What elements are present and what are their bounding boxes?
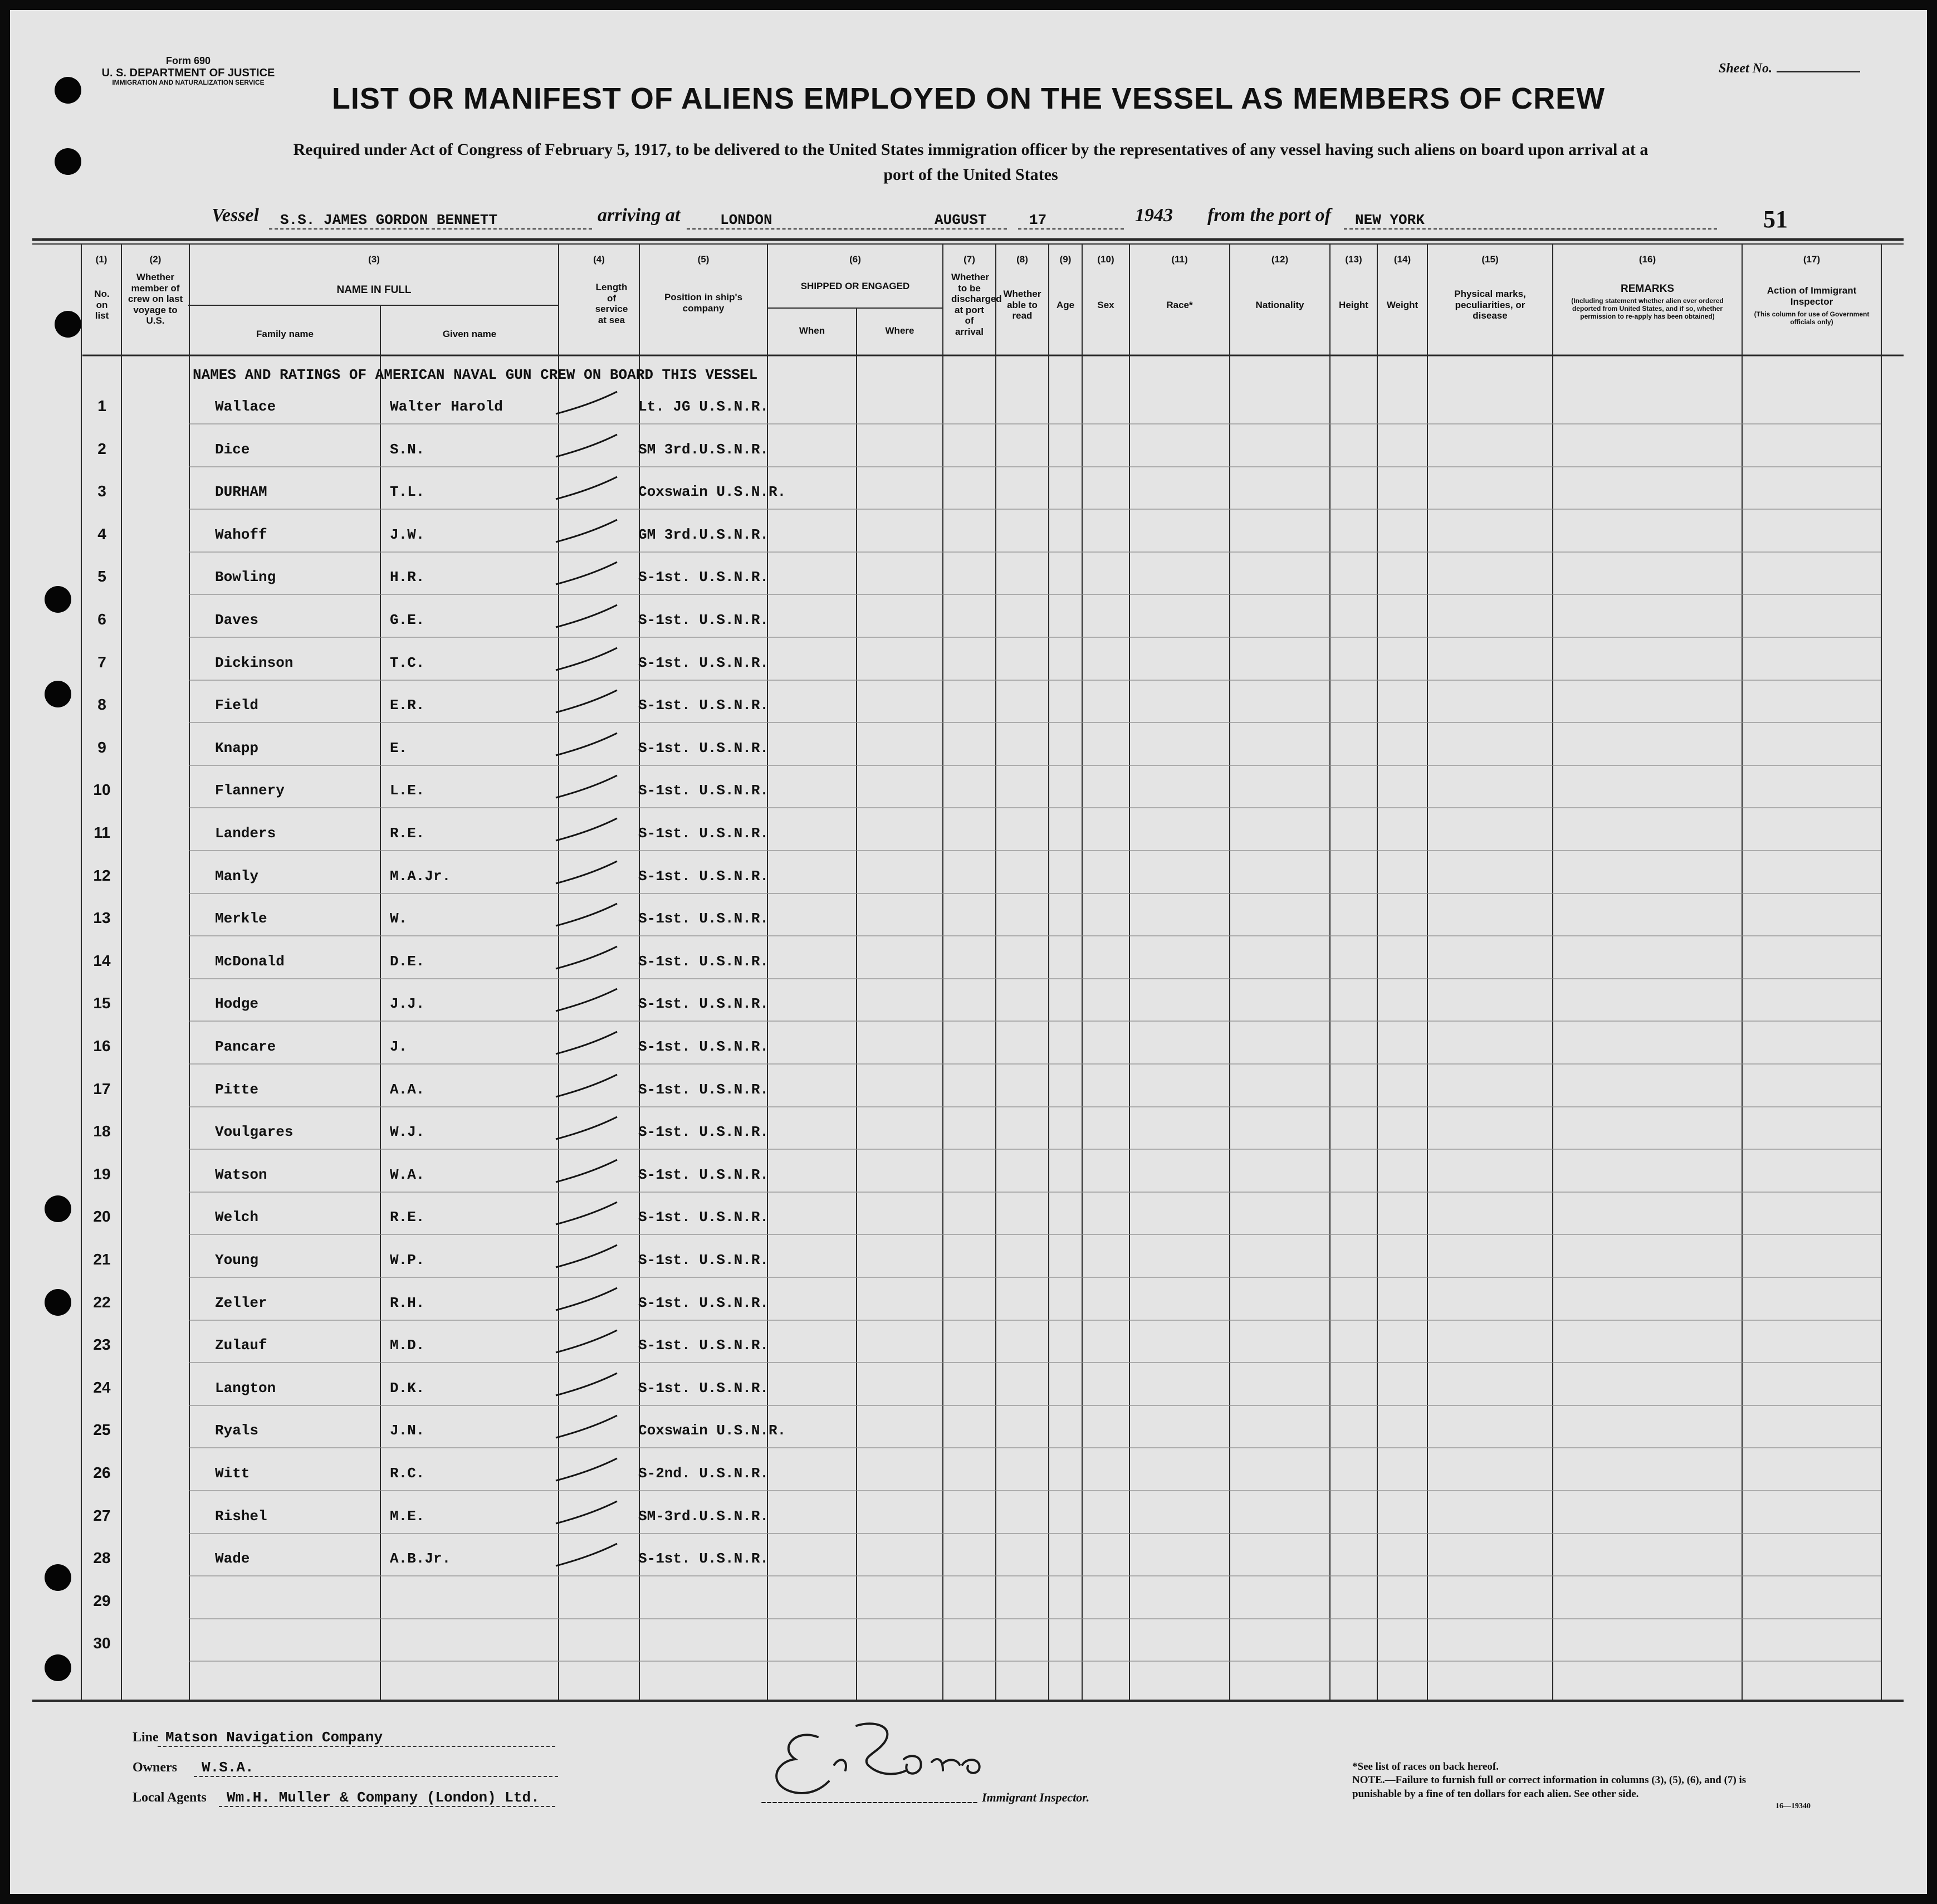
- col-num-8: (8): [1016, 254, 1028, 265]
- tick-mark: [556, 1075, 617, 1097]
- row-number: 13: [93, 909, 111, 926]
- row-number: 28: [93, 1549, 111, 1566]
- col-num-11: (11): [1171, 254, 1188, 265]
- col-head-height: Height: [1339, 300, 1368, 310]
- col-head-inspector-action: Action of Immigrant Inspector: [1767, 285, 1857, 307]
- position-in-company: S-1st. U.S.N.R.: [638, 825, 769, 842]
- given-name: R.H.: [390, 1295, 425, 1311]
- given-name: T.C.: [390, 655, 425, 671]
- given-name: J.: [390, 1038, 408, 1055]
- col-num-2: (2): [149, 254, 162, 265]
- tick-mark: [556, 562, 617, 584]
- tick-mark: [556, 775, 617, 798]
- given-name: J.J.: [390, 995, 425, 1012]
- tick-mark: [556, 1544, 617, 1566]
- tick-mark: [556, 690, 617, 712]
- position-in-company: SM-3rd.U.S.N.R.: [638, 1508, 769, 1525]
- position-in-company: S-1st. U.S.N.R.: [638, 569, 769, 585]
- position-in-company: S-1st. U.S.N.R.: [638, 655, 769, 671]
- col-num-4: (4): [593, 254, 605, 265]
- given-name: W.J.: [390, 1124, 425, 1140]
- position-in-company: SM 3rd.U.S.N.R.: [638, 441, 769, 458]
- row-number: 8: [97, 696, 106, 713]
- family-name: Dickinson: [215, 655, 294, 671]
- manifest-page: [10, 10, 1927, 1894]
- arriving-label: arriving at: [598, 205, 681, 226]
- tick-mark: [556, 1415, 617, 1438]
- position-in-company: S-1st. U.S.N.R.: [638, 612, 769, 628]
- family-name: Knapp: [215, 740, 259, 756]
- family-name: Langton: [215, 1380, 276, 1397]
- tick-mark: [556, 1160, 617, 1182]
- family-name: Bowling: [215, 569, 276, 585]
- col-head-weight: Weight: [1386, 300, 1418, 310]
- col-head-when: When: [799, 325, 825, 336]
- col-head-length-of-service: Length of service at sea: [595, 282, 628, 325]
- tick-mark: [556, 1032, 617, 1054]
- col-head-nationality: Nationality: [1255, 300, 1304, 310]
- tick-mark: [556, 1245, 617, 1267]
- row-number: 5: [97, 568, 106, 585]
- given-name: M.E.: [390, 1508, 425, 1525]
- family-name: Hodge: [215, 995, 259, 1012]
- family-name: Wade: [215, 1550, 250, 1567]
- family-name: McDonald: [215, 953, 285, 970]
- row-number: 11: [94, 824, 110, 841]
- date-year: 1943: [1135, 205, 1173, 226]
- col-head-position: Position in ship's company: [664, 292, 743, 314]
- position-in-company: S-2nd. U.S.N.R.: [638, 1465, 769, 1482]
- tick-mark: [556, 520, 617, 542]
- row-number: 1: [97, 397, 106, 414]
- tick-mark: [556, 1202, 617, 1224]
- col-num-7: (7): [963, 254, 975, 265]
- row-number: 6: [97, 611, 106, 628]
- col-num-1: (1): [95, 254, 107, 265]
- family-name: Zeller: [215, 1295, 267, 1311]
- family-name: Ryals: [215, 1422, 259, 1439]
- inspector-label: Immigrant Inspector.: [982, 1790, 1090, 1804]
- row-number: 29: [93, 1592, 111, 1609]
- position-in-company: S-1st. U.S.N.R.: [638, 1252, 769, 1268]
- given-name: W.A.: [390, 1166, 425, 1183]
- family-name: Daves: [215, 612, 259, 628]
- family-name: Voulgares: [215, 1124, 294, 1140]
- agents-value: Wm.H. Muller & Company (London) Ltd.: [219, 1789, 555, 1807]
- given-name: L.E.: [390, 782, 425, 799]
- position-in-company: S-1st. U.S.N.R.: [638, 782, 769, 799]
- row-number: 24: [93, 1379, 111, 1396]
- col-head-remarks-note: (Including statement whether alien ever ordered deported from United States, and if so, whether permission to re-apply has been obtained): [1571, 297, 1724, 320]
- col-head-race: Race*: [1166, 300, 1193, 310]
- row-number: 2: [97, 440, 106, 457]
- col-num-17: (17): [1803, 254, 1821, 265]
- family-name: Flannery: [215, 782, 285, 799]
- given-name: A.A.: [390, 1081, 425, 1098]
- date-day: 17: [1018, 212, 1124, 230]
- given-name: R.C.: [390, 1465, 425, 1482]
- given-name: M.A.Jr.: [390, 868, 451, 885]
- family-name: Merkle: [215, 910, 267, 927]
- sheet-label: Sheet No.: [1719, 61, 1772, 76]
- tick-mark: [556, 1458, 617, 1481]
- given-name: J.W.: [390, 526, 425, 543]
- sheet-number-value: 51: [1763, 206, 1788, 233]
- vessel-label: Vessel: [212, 205, 259, 226]
- given-name: J.N.: [390, 1422, 425, 1439]
- family-name: Dice: [215, 441, 250, 458]
- from-label: from the port of: [1207, 205, 1331, 226]
- vessel-name: S.S. JAMES GORDON BENNETT: [269, 212, 592, 230]
- tick-mark: [556, 477, 617, 499]
- document-title: LIST OR MANIFEST OF ALIENS EMPLOYED ON THE VESSEL AS MEMBERS OF CREW: [331, 82, 1606, 115]
- row-number: 18: [93, 1122, 111, 1140]
- tick-mark: [556, 392, 617, 414]
- given-name: S.N.: [390, 441, 425, 458]
- line-label: Line: [133, 1730, 159, 1745]
- position-in-company: GM 3rd.U.S.N.R.: [638, 526, 769, 543]
- family-name: Wahoff: [215, 526, 267, 543]
- row-number: 15: [93, 994, 111, 1012]
- given-name: E.: [390, 740, 408, 756]
- arriving-port: LONDON: [687, 212, 932, 230]
- position-in-company: S-1st. U.S.N.R.: [638, 1209, 769, 1226]
- position-in-company: S-1st. U.S.N.R.: [638, 1337, 769, 1354]
- col-num-16: (16): [1638, 254, 1656, 265]
- position-in-company: S-1st. U.S.N.R.: [638, 1380, 769, 1397]
- col-head-age: Age: [1056, 300, 1075, 310]
- col-head-name-in-full: NAME IN FULL: [336, 284, 412, 296]
- family-name: DURHAM: [215, 484, 267, 500]
- col-num-10: (10): [1097, 254, 1114, 265]
- tick-mark: [556, 1501, 617, 1524]
- given-name: A.B.Jr.: [390, 1550, 451, 1567]
- date-month: AUGUST: [918, 212, 1007, 230]
- position-in-company: S-1st. U.S.N.R.: [638, 953, 769, 970]
- tick-mark: [556, 818, 617, 841]
- position-in-company: Lt. JG U.S.N.R.: [638, 398, 769, 415]
- family-name: Young: [215, 1252, 259, 1268]
- tick-mark: [556, 1373, 617, 1395]
- form-code: 16—19340: [1775, 1802, 1811, 1810]
- row-number: 26: [93, 1464, 111, 1481]
- position-in-company: S-1st. U.S.N.R.: [638, 868, 769, 885]
- tick-mark: [556, 989, 617, 1011]
- col-num-15: (15): [1481, 254, 1499, 265]
- given-name: E.R.: [390, 697, 425, 714]
- department-name: U. S. DEPARTMENT OF JUSTICE: [101, 66, 275, 79]
- family-name: Welch: [215, 1209, 259, 1226]
- line-value: Matson Navigation Company: [158, 1729, 555, 1747]
- row-number: 30: [93, 1634, 111, 1652]
- position-in-company: S-1st. U.S.N.R.: [638, 697, 769, 714]
- row-number: 7: [97, 653, 106, 671]
- tick-mark: [556, 946, 617, 969]
- col-num-13: (13): [1345, 254, 1362, 265]
- family-name: Field: [215, 697, 259, 714]
- given-name: G.E.: [390, 612, 425, 628]
- family-name: Wallace: [215, 398, 276, 415]
- given-name: R.E.: [390, 1209, 425, 1226]
- col-head-shipped-or-engaged: SHIPPED OR ENGAGED: [800, 281, 910, 291]
- row-number: 27: [93, 1507, 111, 1524]
- row-number: 20: [93, 1208, 111, 1225]
- tick-mark: [556, 1117, 617, 1139]
- position-in-company: S-1st. U.S.N.R.: [638, 740, 769, 756]
- position-in-company: Coxswain U.S.N.R.: [638, 484, 786, 500]
- col-head-able-to-read: Whether able to read: [1003, 289, 1041, 321]
- tick-mark: [556, 434, 617, 457]
- family-name: Landers: [215, 825, 276, 842]
- family-name: Zulauf: [215, 1337, 267, 1354]
- col-head-member-last-voyage: Whether member of crew on last voyage to U.S.: [128, 272, 183, 326]
- form-number: Form 690: [165, 55, 211, 66]
- position-in-company: S-1st. U.S.N.R.: [638, 1295, 769, 1311]
- col-head-inspector-note: (This column for use of Government officials only): [1754, 310, 1870, 326]
- family-name: Watson: [215, 1166, 267, 1183]
- tick-mark: [556, 733, 617, 755]
- col-num-14: (14): [1393, 254, 1411, 265]
- row-number: 22: [93, 1293, 111, 1311]
- family-name: Pitte: [215, 1081, 259, 1098]
- races-note: *See list of races on back hereof.: [1352, 1761, 1499, 1773]
- col-num-5: (5): [697, 254, 710, 265]
- given-name: Walter Harold: [390, 398, 503, 415]
- row-number: 14: [93, 952, 111, 969]
- col-num-3: (3): [368, 254, 380, 265]
- position-in-company: S-1st. U.S.N.R.: [638, 995, 769, 1012]
- subtitle-line-2: port of the United States: [883, 165, 1058, 184]
- col-num-9: (9): [1059, 254, 1072, 265]
- section-heading: NAMES AND RATINGS OF AMERICAN NAVAL GUN CREW ON BOARD THIS VESSEL: [193, 367, 758, 383]
- row-number: 21: [93, 1251, 111, 1268]
- family-name: Rishel: [215, 1508, 267, 1525]
- given-name: D.K.: [390, 1380, 425, 1397]
- position-in-company: S-1st. U.S.N.R.: [638, 1038, 769, 1055]
- col-head-given-name: Given name: [442, 329, 497, 339]
- penalty-note: NOTE.—Failure to furnish full or correct information in columns (3), (5), (6), and (7) is punishable by a fine of ten dollars for each alien. See other side.: [1352, 1774, 1747, 1800]
- row-number: 12: [93, 867, 111, 884]
- col-head-physical-marks: Physical marks, peculiarities, or disease: [1454, 289, 1526, 321]
- given-name: T.L.: [390, 484, 425, 500]
- tick-mark: [556, 1330, 617, 1353]
- row-number: 3: [97, 482, 106, 500]
- row-number: 10: [93, 781, 111, 798]
- tick-mark: [556, 904, 617, 926]
- col-num-12: (12): [1271, 254, 1289, 265]
- position-in-company: S-1st. U.S.N.R.: [638, 910, 769, 927]
- row-number: 16: [93, 1037, 111, 1054]
- col-head-family-name: Family name: [256, 329, 314, 339]
- subtitle-line-1: Required under Act of Congress of February 5, 1917, to be delivered to the United States immigration officer by the representatives of any vessel having such aliens on board upon arrival at a: [293, 140, 1649, 159]
- row-number: 9: [97, 739, 106, 756]
- position-in-company: S-1st. U.S.N.R.: [638, 1550, 769, 1567]
- owners-value: W.S.A.: [194, 1759, 558, 1777]
- given-name: R.E.: [390, 825, 425, 842]
- row-number: 25: [93, 1421, 111, 1438]
- row-number: 17: [93, 1080, 111, 1097]
- tick-mark: [556, 648, 617, 670]
- given-name: H.R.: [390, 569, 425, 585]
- given-name: M.D.: [390, 1337, 425, 1354]
- col-head-sex: Sex: [1097, 300, 1114, 310]
- row-number: 4: [97, 525, 106, 543]
- family-name: Witt: [215, 1465, 250, 1482]
- family-name: Manly: [215, 868, 259, 885]
- given-name: W.P.: [390, 1252, 425, 1268]
- tick-mark: [556, 605, 617, 627]
- tick-mark: [556, 861, 617, 883]
- row-number: 23: [93, 1336, 111, 1353]
- position-in-company: Coxswain U.S.N.R.: [638, 1422, 786, 1439]
- agents-label: Local Agents: [133, 1790, 207, 1805]
- owners-label: Owners: [133, 1760, 177, 1775]
- col-num-6: (6): [849, 254, 861, 265]
- position-in-company: S-1st. U.S.N.R.: [638, 1081, 769, 1098]
- service-name: IMMIGRATION AND NATURALIZATION SERVICE: [112, 78, 265, 86]
- family-name: Pancare: [215, 1038, 276, 1055]
- col-head-where: Where: [885, 325, 914, 336]
- col-head-remarks: REMARKS: [1620, 283, 1675, 295]
- given-name: W.: [390, 910, 408, 927]
- col-head-discharged: Whether to be discharged at port of arrival: [951, 272, 1002, 337]
- from-port: NEW YORK: [1344, 212, 1717, 230]
- position-in-company: S-1st. U.S.N.R.: [638, 1166, 769, 1183]
- col-head-no-on-list: No. on list: [94, 289, 110, 321]
- position-in-company: S-1st. U.S.N.R.: [638, 1124, 769, 1140]
- tick-mark: [556, 1288, 617, 1310]
- row-number: 19: [93, 1165, 111, 1183]
- given-name: D.E.: [390, 953, 425, 970]
